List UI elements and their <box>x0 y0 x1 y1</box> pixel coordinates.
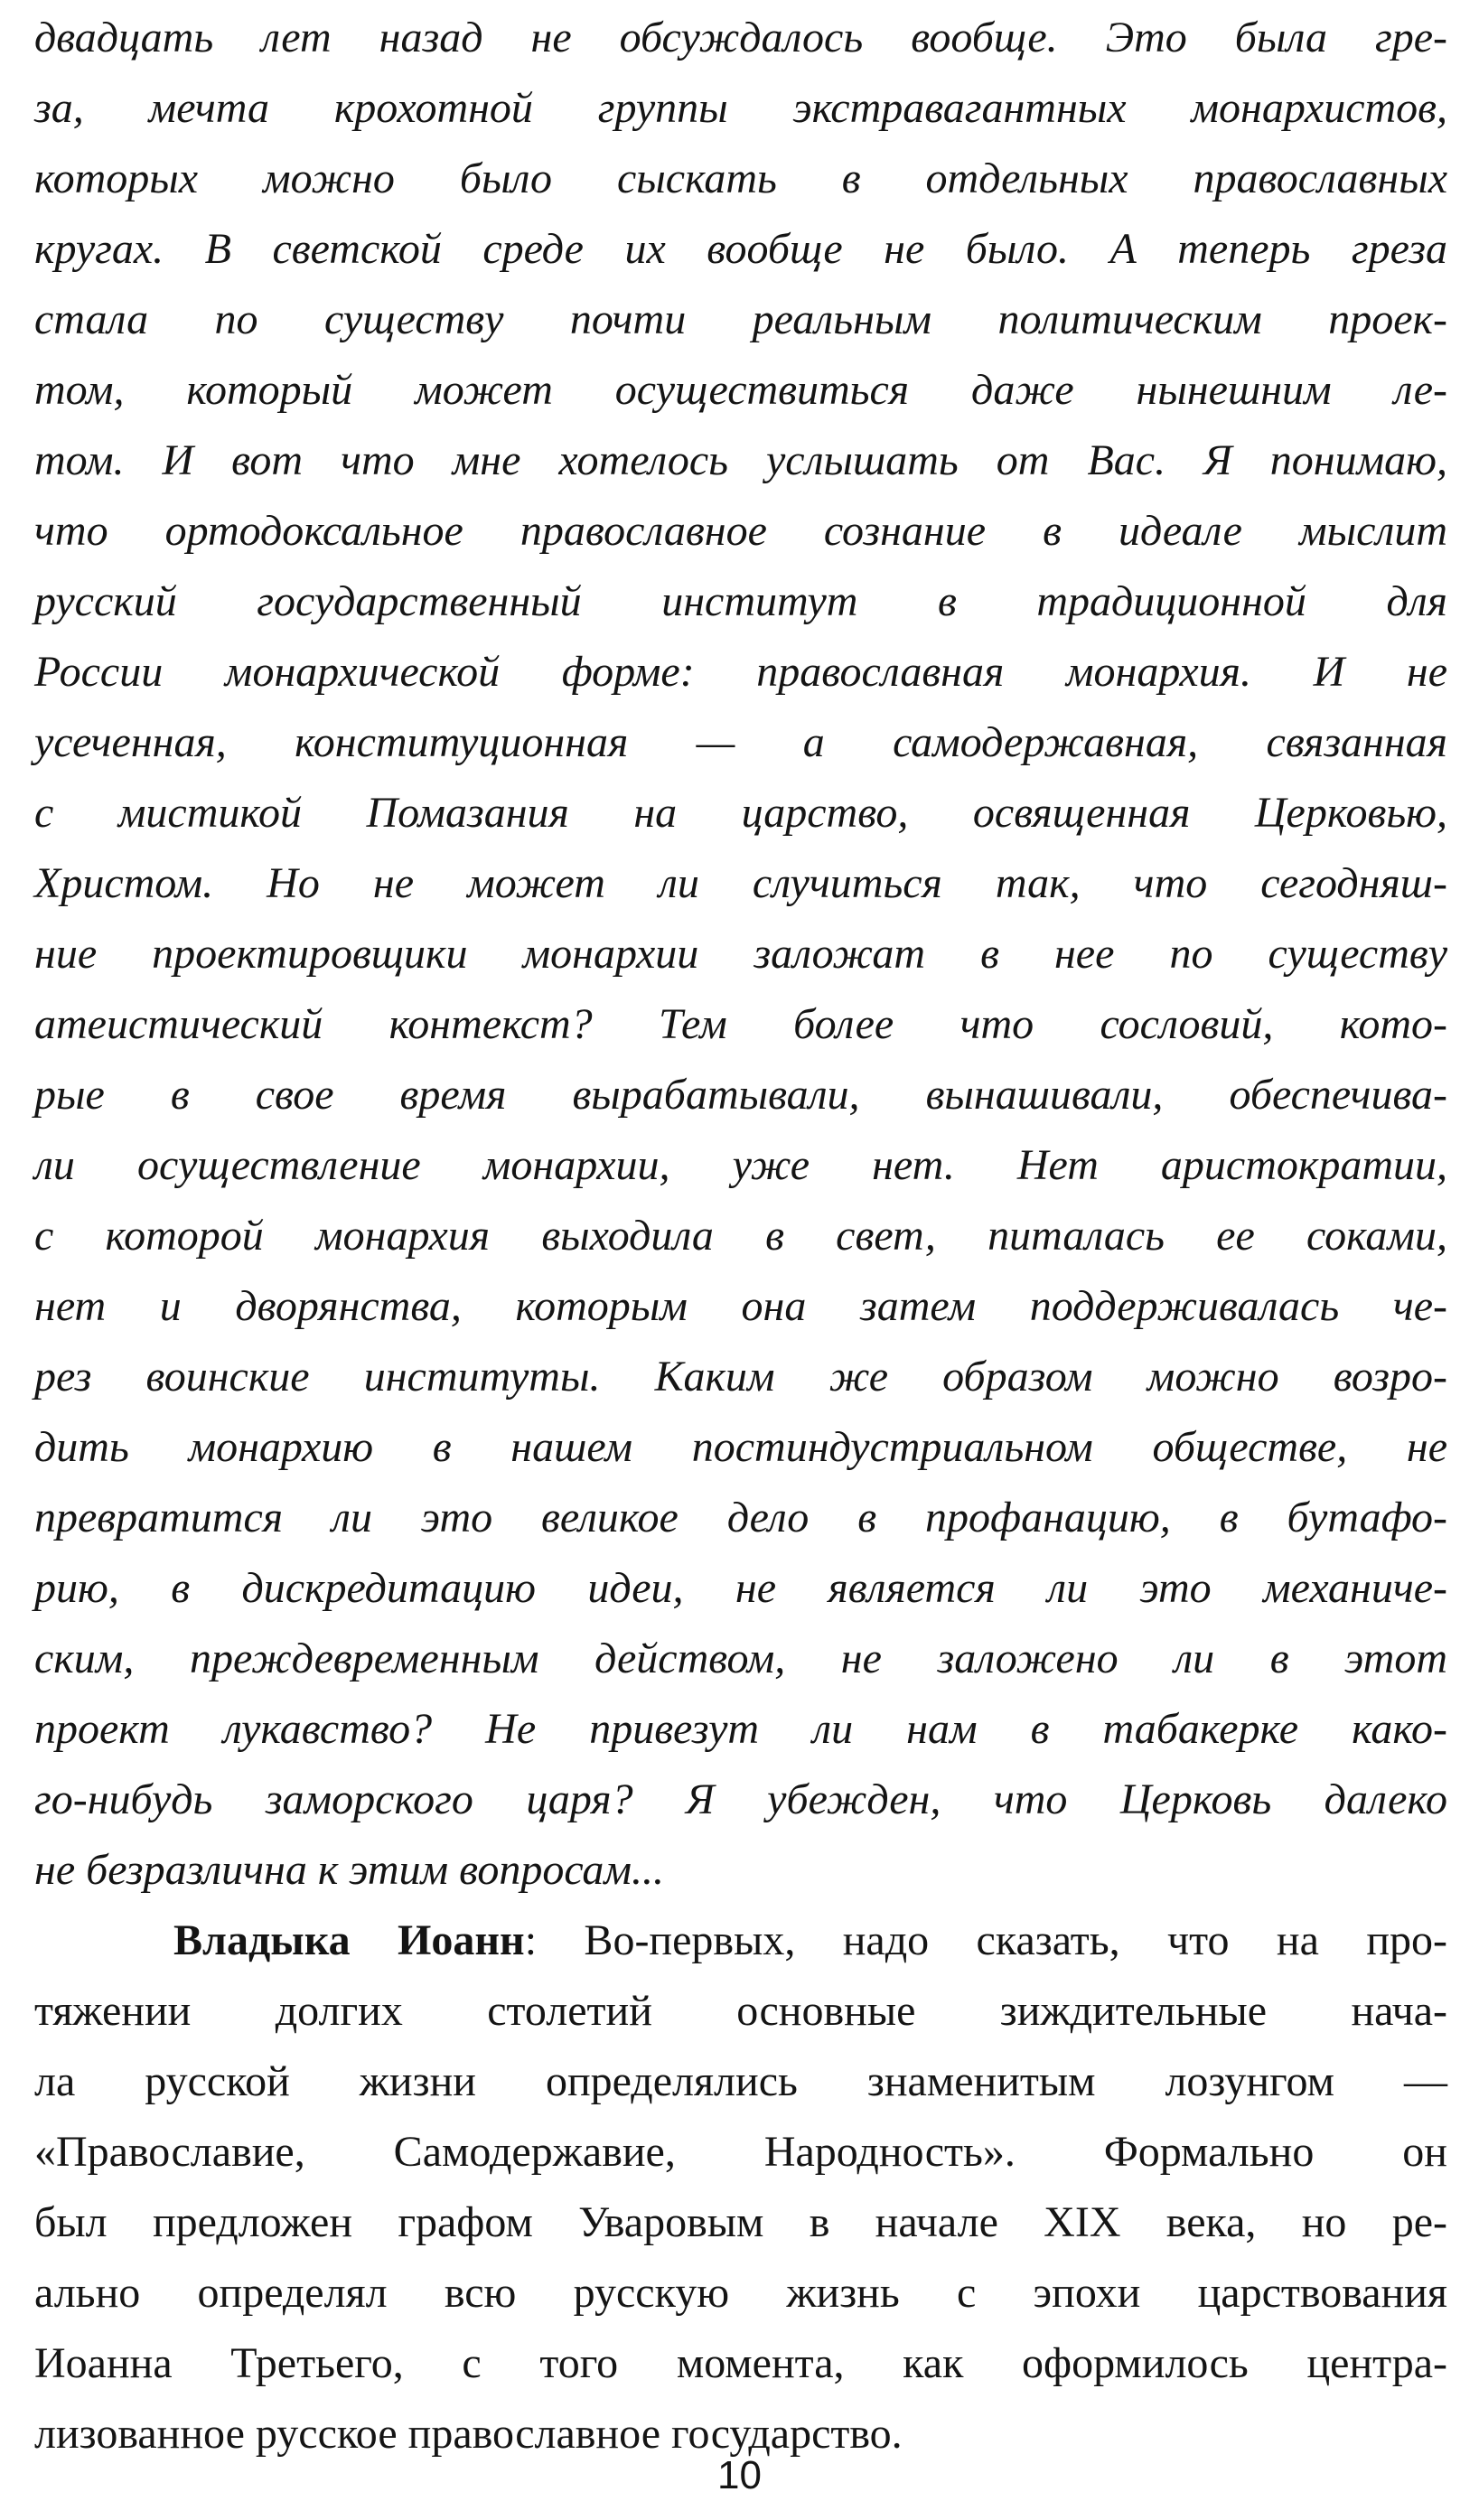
text-line: Христом. Но не может ли случиться так, что сегодняш- <box>34 859 1447 907</box>
text-line: тяжении долгих столетий основные зиждительные нача- <box>34 1987 1447 2035</box>
text-line: дить монархию в нашем постиндустриальном обществе, не <box>34 1423 1447 1471</box>
book-page <box>34 0 1447 2520</box>
text-line: нет и дворянства, которым она затем поддерживалась че- <box>34 1282 1447 1330</box>
text-line: го-нибудь заморского царя? Я убежден, что Церковь далеко <box>34 1775 1447 1823</box>
text-line: не безразлична к этим вопросам... <box>34 1846 665 1894</box>
text-line: России монархической форме: православная монархия. И не <box>34 648 1447 696</box>
text-line: кругах. В светской среде их вообще не было. А теперь греза <box>34 225 1447 273</box>
text-line: атеистический контекст? Тем более что сословий, кото- <box>34 1000 1447 1048</box>
text-line: которых можно было сыскать в отдельных православных <box>34 155 1447 202</box>
text-line: ли осуществление монархии, уже нет. Нет аристократии, <box>34 1141 1447 1189</box>
answer-first-line-text: : Во-первых, надо сказать, что на про- <box>524 1916 1447 1964</box>
text-line: Иоанна Третьего, с того момента, как оформилось центра- <box>34 2339 1447 2387</box>
text-line: ским, преждевременным действом, не заложено ли в этот <box>34 1635 1447 1682</box>
text-line: ние проектировщики монархии заложат в нее по существу <box>34 930 1447 978</box>
text-line: ально определял всю русскую жизнь с эпохи царствования <box>34 2269 1447 2317</box>
text-line: проект лукавство? Не привезут ли нам в табакерке како- <box>34 1705 1447 1753</box>
text-line: русский государственный институт в традиционной для <box>34 577 1447 625</box>
text-line: рию, в дискредитацию идеи, не является ли это механиче- <box>34 1564 1447 1612</box>
text-line: том, который может осуществиться даже нынешним ле- <box>34 366 1447 414</box>
text-line: с мистикой Помазания на царство, освященная Церковью, <box>34 789 1447 837</box>
text-line: ла русской жизни определялись знаменитым лозунгом — <box>34 2057 1447 2105</box>
text-line: усеченная, конституционная — а самодержавная, связанная <box>34 718 1447 766</box>
text-line: рые в свое время вырабатывали, вынашивали, обеспечива- <box>34 1071 1447 1119</box>
text-line: что ортодоксальное православное сознание в идеале мыслит <box>34 507 1447 555</box>
answer-first-line <box>34 1905 1447 1977</box>
text-line: стала по существу почти реальным политическим проек- <box>34 295 1447 343</box>
text-line: за, мечта крохотной группы экстравагантных монархистов, <box>34 84 1447 132</box>
speaker-name: Владыка Иоанн <box>173 1916 525 1964</box>
page-number: 10 <box>717 2453 762 2497</box>
text-line: с которой монархия выходила в свет, питалась ее соками, <box>34 1212 1447 1260</box>
text-line: «Православие, Самодержавие, Народность». Формально он <box>34 2128 1447 2176</box>
text-line: рез воинские институты. Каким же образом можно возро- <box>34 1353 1447 1401</box>
text-line: лизованное русское православное государство. <box>34 2410 903 2458</box>
text-line: том. И вот что мне хотелось услышать от Вас. Я понимаю, <box>34 436 1447 484</box>
text-line: превратится ли это великое дело в профанацию, в бутафо- <box>34 1494 1447 1541</box>
text-line: был предложен графом Уваровым в начале XIX века, но ре- <box>34 2198 1447 2246</box>
text-line: двадцать лет назад не обсуждалось вообще. Это была гре- <box>34 14 1447 61</box>
